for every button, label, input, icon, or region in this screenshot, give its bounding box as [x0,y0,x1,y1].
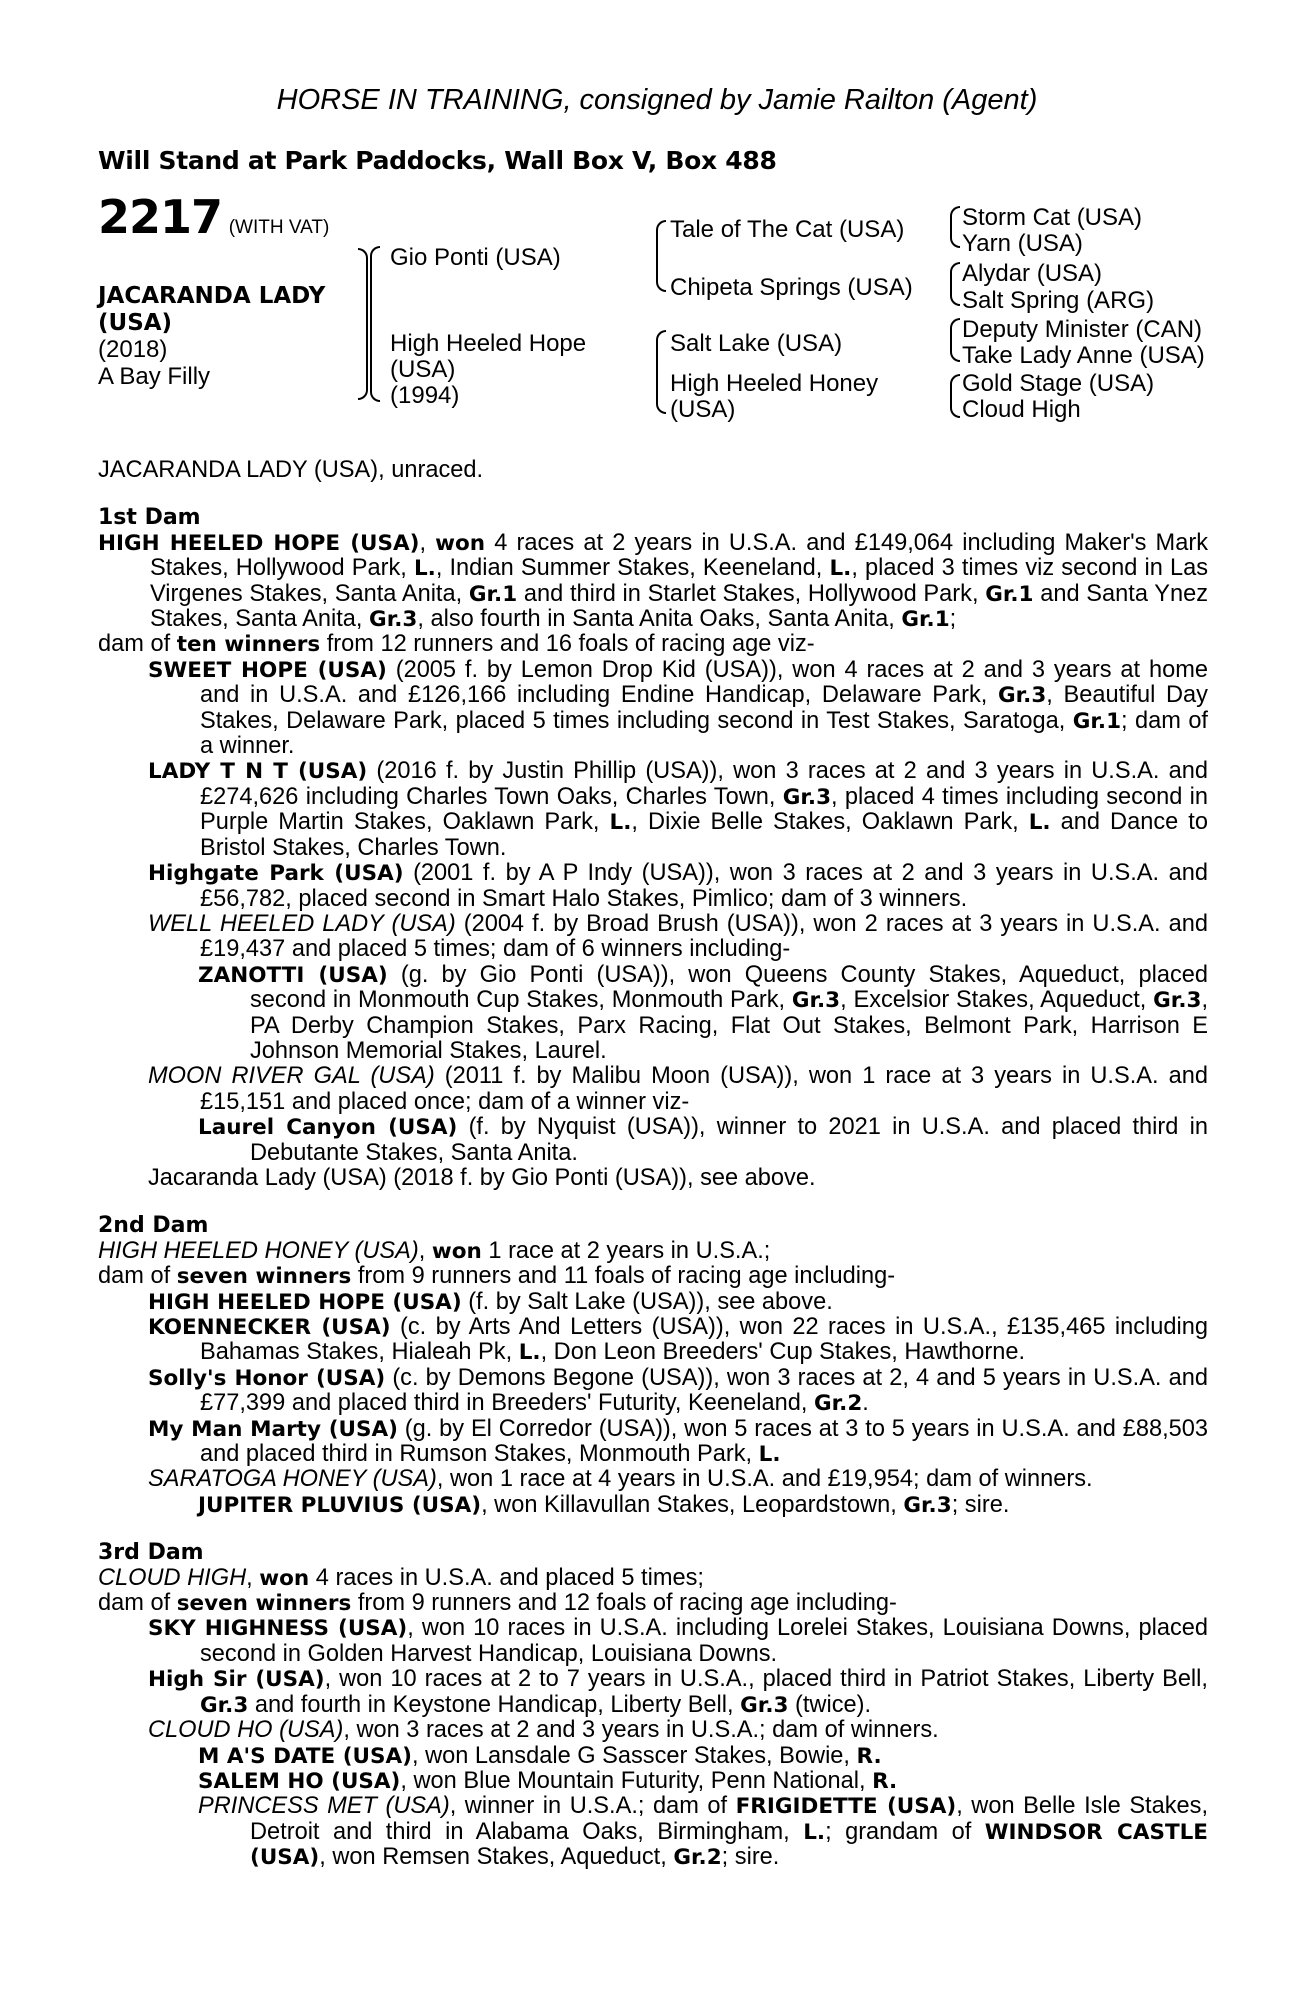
record-text: (g. by Gio Ponti (USA)), won Queens County Stakes, Aqueduct, placed second in Monmouth Cup Stakes, Monmouth Park, [250,961,1208,1014]
record-text: (twice). [788,1691,872,1718]
produce-name: SALEM HO (USA) [198,1768,401,1794]
grade: L. [1028,810,1051,836]
record-text: dam of [98,631,177,658]
record-text: , placed 3 times viz second in Las Virgenes Stakes, Santa Anita, [150,555,1208,607]
grade: Gr.2 [813,1391,863,1417]
won-label: won [259,1565,310,1591]
produce-name: PRINCESS MET (USA) [198,1793,450,1820]
dam-name: HIGH HEELED HOPE (USA) [98,530,420,556]
produce-entry: Jacaranda Lady (USA) (2018 f. by Gio Ponti (USA)), see above. [148,1164,816,1191]
produce-entry [98,1794,1208,1870]
grade: L. [803,1819,826,1845]
grade: Gr.3 [1153,988,1202,1014]
record-text: ; sire. [951,1491,1010,1518]
grade: L. [413,556,436,582]
grade: Gr.3 [903,1492,952,1518]
pedigree-dam-dam-line2: (USA) [670,396,736,423]
dam-name: HIGH HEELED HONEY (USA) [98,1237,419,1264]
record-text: , Excelsior Stakes, Aqueduct, [840,987,1154,1014]
produce-name: SARATOGA HONEY (USA) [148,1466,437,1493]
page-heading: HORSE IN TRAINING, consigned by Jamie Railton (Agent) [276,84,1038,116]
produce-entry [98,1366,1208,1417]
record-text: and Dance to Bristol Stakes, Charles Town. [200,809,1208,861]
record-text: ; sire. [721,1844,780,1871]
pedigree-sire: Gio Ponti (USA) [390,244,561,271]
record-text: , won 10 races in U.S.A. including Lorelei Stakes, Louisiana Downs, placed second in Golden Harvest Handicap, Louisiana Downs. [200,1615,1208,1667]
record-text: , won Remsen Stakes, Aqueduct, [319,1844,674,1871]
produce-entry [98,1417,1208,1468]
record-text: , Indian Summer Stakes, Keeneland, [435,555,830,582]
pedigree-sire-dam: Chipeta Springs (USA) [670,274,913,301]
record-text: (2016 f. by Justin Phillip (USA)), won 3 races at 2 and 3 years in U.S.A. and £274,626 including Charles Town Oaks, Charles Town, [200,758,1208,810]
unraced-note: JACARANDA LADY (USA), unraced. [98,457,484,483]
record-text: ; grandam of [825,1818,985,1845]
winners-count: seven winners [176,1591,352,1617]
produce-name: My Man Marty (USA) [148,1416,398,1442]
produce-entry [98,1315,1208,1366]
record-text: , also fourth in Santa Anita Oaks, Santa Anita, [417,606,902,633]
record-text: (g. by El Corredor (USA)), won 5 races at 3 to 5 years in U.S.A. and £88,503 and placed third in Rumson Stakes, Monmouth Park, [200,1415,1208,1468]
grade: R. [856,1743,882,1769]
record-text: dam of [98,1590,177,1617]
record-text: , won 3 races at 2 and 3 years in U.S.A.; dam of winners. [343,1717,939,1744]
produce-entry [98,1769,1208,1794]
pedigree-sds: Alydar (USA) [962,260,1103,287]
second-dam-heading: 2nd Dam [98,1213,209,1239]
produce-entry [98,1493,1208,1518]
second-dam-produce-summary [98,1264,1208,1289]
pedigree-sdd: Salt Spring (ARG) [962,287,1155,314]
record-text: and Santa Ynez Stakes, Santa Anita, [150,580,1208,633]
produce-name: High Sir (USA) [148,1667,325,1693]
grade: Gr.1 [1072,708,1122,734]
produce-entry [98,759,1208,861]
pedigree-brace-dam [656,330,666,414]
grade: L. [758,1442,781,1468]
catalogue-body [98,458,1208,1871]
record-text: from 12 runners and 16 foals of racing age viz- [320,631,815,658]
lot-header [98,190,330,244]
record-text: (c. by Demons Begone (USA)), won 3 races at 2, 4 and 5 years in U.S.A. and £77,399 and placed third in Breeders' Futurity, Keeneland, [200,1364,1208,1417]
grade: L. [518,1340,541,1366]
lot-number: 2217 [98,190,223,244]
pedigree-brace-parents [370,246,380,402]
first-dam-section [98,505,1208,1191]
record-text: , won Belle Isle Stakes, Detroit and third in Alabama Oaks, Birmingham, [250,1793,1208,1845]
produce-entry [98,1064,1208,1115]
record-text: 1 race at 2 years in U.S.A.; [481,1237,771,1264]
grade: Gr.1 [468,581,518,607]
produce-name: SWEET HOPE (USA) [148,657,387,683]
third-dam-section [98,1540,1208,1870]
grade: Gr.3 [369,607,418,633]
pedigree-sss: Storm Cat (USA) [962,204,1143,231]
produce-entry [98,1115,1208,1166]
record-text: (2011 f. by Malibu Moon (USA)), won 1 race at 3 years in U.S.A. and £15,151 and placed once; dam of a winner viz- [200,1063,1208,1115]
vat-note: (WITH VAT) [228,217,330,238]
record-text: . [862,1390,869,1417]
pedigree-dam-line2: (USA) [390,356,456,383]
produce-entry [98,658,1208,760]
record-text: , won Lansdale G Sasscer Stakes, Bowie, [411,1742,857,1769]
first-dam-produce-summary [98,632,1208,657]
first-dam-heading: 1st Dam [98,505,201,531]
record-text: ; dam of a winner. [200,707,1208,760]
third-dam-heading: 3rd Dam [98,1540,204,1566]
pedigree-dam-sire: Salt Lake (USA) [670,330,843,357]
pedigree-brace-sire [656,220,666,292]
produce-name: CLOUD HO (USA) [148,1717,344,1744]
record-text: (f. by Salt Lake (USA)), see above. [461,1288,833,1315]
third-dam-produce-summary [98,1591,1208,1616]
produce-entry [98,1744,1208,1769]
pedigree-dds: Gold Stage (USA) [962,370,1155,397]
produce-name: WELL HEELED LADY (USA) [148,910,456,937]
horse-name-line2: (USA) [98,310,173,336]
produce-entry [98,1467,1208,1492]
record-text: (2005 f. by Lemon Drop Kid (USA)), won 4 races at 2 and 3 years at home and in U.S.A. and £126,166 including Endine Handicap, Delaware Park, [200,656,1208,709]
produce-entry [98,963,1208,1065]
pedigree-dss: Deputy Minister (CAN) [962,316,1203,343]
produce-name: MOON RIVER GAL (USA) [148,1063,435,1090]
produce-name: ZANOTTI (USA) [198,962,388,988]
pedigree-dam-line3: (1994) [390,382,460,409]
grade: Gr.1 [901,607,950,633]
horse-name-line1: JACARANDA LADY [98,283,326,309]
second-dam-record: HIGH HEELED HONEY (USA), won 1 race at 2 years in U.S.A.; [98,1237,771,1264]
record-text: dam of [98,1263,177,1290]
dam-name: CLOUD HIGH [98,1564,247,1591]
pedigree-dam-line1: High Heeled Hope [390,330,587,357]
record-text: , won Killavullan Stakes, Leopardstown, [481,1491,904,1518]
pedigree-brace-main [358,248,368,400]
record-text: (f. by Nyquist (USA)), winner to 2021 in U.S.A. and placed third in Debutante Stakes, Santa Anita. [250,1114,1208,1166]
grade: L. [609,810,632,836]
winners-count: seven winners [176,1264,352,1290]
second-dam-section [98,1213,1208,1518]
pedigree-brace-ds [950,318,960,362]
record-text: , won 1 race at 4 years in U.S.A. and £19,954; dam of winners. [436,1466,1093,1493]
record-text: ; [949,606,957,633]
pedigree-sire-sire: Tale of The Cat (USA) [670,216,905,243]
record-text: 4 races in U.S.A. and placed 5 times; [309,1564,704,1591]
record-text: , won 10 races at 2 to 7 years in U.S.A., placed third in Patriot Stakes, Liberty Bell, [324,1666,1208,1693]
pedigree-ssd: Yarn (USA) [962,230,1083,257]
horse-description: A Bay Filly [98,363,211,390]
pedigree-brace-sd [950,262,960,306]
record-text: 4 races at 2 years in U.S.A. and £149,064 including Maker's Mark Stakes, Hollywood Park, [150,529,1208,582]
produce-name: M A'S DATE (USA) [198,1743,412,1769]
produce-entry [98,1616,1208,1667]
produce-name: LADY T N T (USA) [148,759,368,785]
produce-name: HIGH HEELED HOPE (USA) [148,1289,462,1315]
produce-name: Solly's Honor (USA) [148,1365,386,1391]
record-text: , Don Leon Breeders' Cup Stakes, Hawthorne. [540,1339,1026,1366]
third-dam-record: CLOUD HIGH, won 4 races in U.S.A. and placed 5 times; [98,1564,704,1591]
record-text: and third in Starlet Stakes, Hollywood Park, [517,580,986,607]
grade: R. [872,1768,898,1794]
grade: Gr.1 [985,581,1034,607]
produce-entry [98,1290,1208,1315]
grade: Gr.2 [673,1845,722,1871]
grade: L. [829,556,852,582]
grade: Gr.3 [740,1692,789,1718]
pedigree-brace-dd [950,374,960,418]
produce-name: Highgate Park (USA) [148,861,404,887]
record-text: from 9 runners and 12 foals of racing age including- [351,1590,897,1617]
record-text: , Dixie Belle Stakes, Oaklawn Park, [631,809,1029,836]
won-label: won [431,1238,482,1264]
produce-entry [98,912,1208,963]
record-text: (2001 f. by A P Indy (USA)), won 3 races at 2 and 3 years in U.S.A. and £56,782, placed second in Smart Halo Stakes, Pimlico; dam of 3 winners. [200,860,1208,912]
produce-name: FRIGIDETTE (USA) [735,1794,957,1820]
first-dam-record: HIGH HEELED HOPE (USA), won 4 races at 2 years in U.S.A. and £149,064 including Maker's Mark Stakes, Hollywood Park, L., Indian Summer Stakes, Keeneland, L., placed 3 times viz second in Las Virgenes Stakes, Santa Anita, Gr.1 and third in Starlet Stakes, Hollywood Park, Gr.1 and Santa Ynez Stakes, Santa Anita, Gr.3, also fourth in Santa Anita Oaks, Santa Anita, Gr.1; [98,529,1208,633]
produce-name: Laurel Canyon (USA) [198,1115,458,1141]
record-text: (c. by Arts And Letters (USA)), won 22 races in U.S.A., £135,465 including Bahamas Stakes, Hialeah Pk, [200,1314,1208,1366]
horse-year: (2018) [98,336,168,363]
pedigree-ddd: Cloud High [962,396,1081,423]
record-text: , Beautiful Day Stakes, Delaware Park, placed 5 times including second in Test Stakes, Saratoga, [200,682,1208,734]
record-text: , PA Derby Champion Stakes, Parx Racing, Flat Out Stakes, Belmont Park, Harrison E Johnson Memorial Stakes, Laurel. [250,987,1209,1064]
record-text: , won Blue Mountain Futurity, Penn National, [400,1767,873,1794]
produce-name: SKY HIGHNESS (USA) [148,1616,408,1642]
record-text: (2004 f. by Broad Brush (USA)), won 2 races at 3 years in U.S.A. and £19,437 and placed 5 times; dam of 6 winners including- [200,910,1208,963]
stand-location: Will Stand at Park Paddocks, Wall Box V, Box 488 [98,146,777,175]
record-text: , winner in U.S.A.; dam of [449,1793,736,1820]
produce-name: KOENNECKER (USA) [148,1315,391,1340]
grade: Gr.3 [791,988,841,1014]
pedigree-brace-ss [950,206,960,248]
record-text: and fourth in Keystone Handicap, Liberty Bell, [248,1691,741,1718]
produce-name: WINDSOR CASTLE (USA) [250,1819,1208,1871]
winners-count: ten winners [176,632,321,658]
pedigree-dam-dam-line1: High Heeled Honey [670,370,879,397]
grade: Gr.3 [200,1692,249,1718]
won-label: won [435,530,486,556]
record-text: from 9 runners and 11 foals of racing age including- [351,1263,896,1290]
produce-entry [98,1718,1208,1743]
grade: Gr.3 [997,683,1047,709]
grade: Gr.3 [782,784,832,810]
produce-name: JUPITER PLUVIUS (USA) [198,1492,482,1518]
produce-entry [98,861,1208,912]
pedigree-dsd: Take Lady Anne (USA) [962,342,1205,369]
produce-entry [98,1667,1208,1718]
record-text: , placed 4 times including second in Purple Martin Stakes, Oaklawn Park, [200,783,1208,836]
